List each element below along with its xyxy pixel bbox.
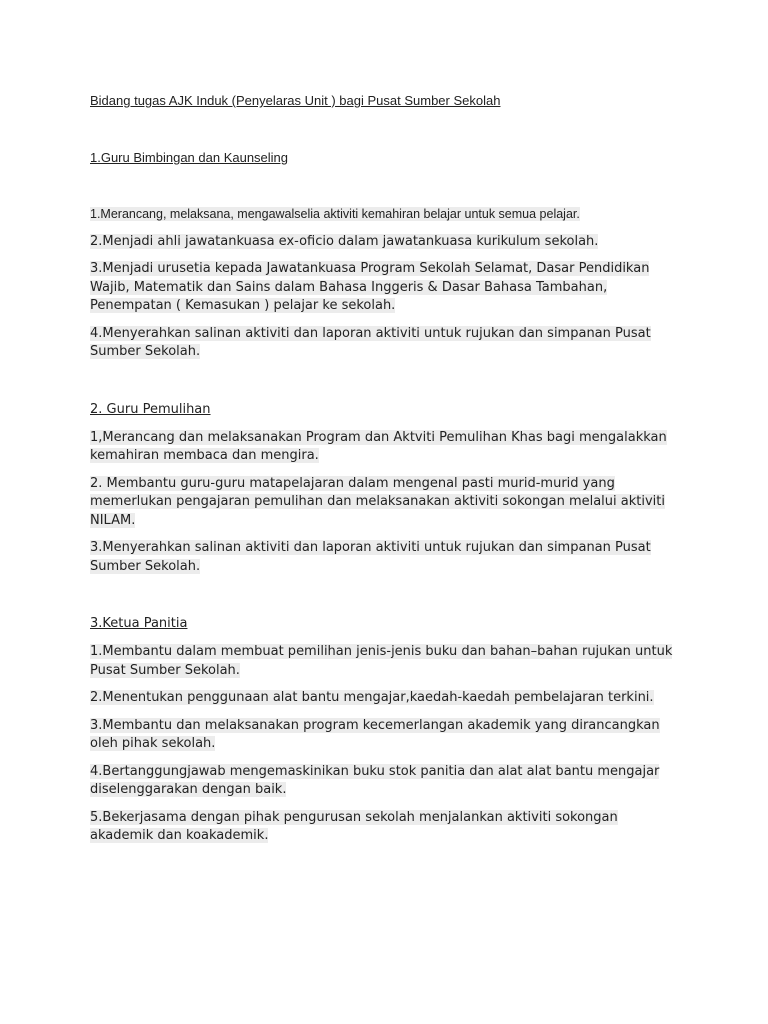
list-item-text: 1.Membantu dalam membuat pemilihan jenis-jenis buku dan bahan–bahan rujukan untuk Pusat Sumber Sekolah.	[90, 644, 673, 678]
section-heading-guru-bimbingan: 1.Guru Bimbingan dan Kaunseling	[90, 150, 289, 165]
list-item-text: 3.Menyerahkan salinan aktiviti dan laporan aktiviti untuk rujukan dan simpanan Pusat Sumber Sekolah.	[90, 540, 651, 574]
section-heading-ketua-panitia: 3.Ketua Panitia	[90, 616, 188, 631]
list-item	[90, 809, 680, 846]
list-item	[90, 260, 680, 316]
list-item-text: 2.Menjadi ahli jawatankuasa ex-oficio dalam jawatankuasa kurikulum sekolah.	[90, 233, 599, 249]
list-item	[90, 717, 680, 754]
list-item-text: 3.Membantu dan melaksanakan program kecemerlangan akademik yang dirancangkan oleh pihak sekolah.	[90, 717, 660, 751]
list-item-text: 2. Membantu guru-guru matapelajaran dalam mengenal pasti murid-murid yang memerlukan pengajaran pemulihan dan melaksanakan aktiviti sokongan melalui aktiviti NILAM.	[90, 475, 665, 528]
list-item-text: 4.Menyerahkan salinan aktiviti dan laporan aktiviti untuk rujukan dan simpanan Pusat Sumber Sekolah.	[90, 325, 651, 359]
list-item	[90, 429, 680, 466]
list-item	[90, 233, 680, 252]
list-item-text: 5.Bekerjasama dengan pihak pengurusan sekolah menjalankan aktiviti sokongan akademik dan koakademik.	[90, 809, 618, 843]
list-item	[90, 689, 680, 708]
document-page	[90, 92, 680, 846]
list-item-text: 2.Menentukan penggunaan alat bantu mengajar,kaedah-kaedah pembelajaran terkini.	[90, 690, 654, 705]
list-item	[90, 325, 680, 362]
list-item	[90, 643, 680, 680]
list-item	[90, 539, 680, 576]
list-item	[90, 205, 680, 224]
list-item-text: 4.Bertanggungjawab mengemaskinikan buku stok panitia dan alat alat bantu mengajar diselenggarakan dengan baik.	[90, 763, 660, 797]
list-item-text: 3.Menjadi urusetia kepada Jawatankuasa Program Sekolah Selamat, Dasar Pendidikan Wajib, Matematik dan Sains dalam Bahasa Inggeris & Dasar Bahasa Tambahan, Penempatan ( Kemasukan ) pelajar ke sekolah.	[90, 261, 650, 313]
list-item-text: 1,Merancang dan melaksanakan Program dan Aktviti Pemulihan Khas bagi mengalakkan kemahiran membaca dan mengira.	[90, 429, 667, 463]
list-item	[90, 763, 680, 800]
document-title: Bidang tugas AJK Induk (Penyelaras Unit ) bagi Pusat Sumber Sekolah	[90, 93, 501, 108]
list-item-text: 1.Merancang, melaksana, mengawalselia aktiviti kemahiran belajar untuk semua pelajar.	[90, 207, 580, 221]
list-item	[90, 475, 680, 531]
section-heading-guru-pemulihan: 2. Guru Pemulihan	[90, 401, 211, 417]
